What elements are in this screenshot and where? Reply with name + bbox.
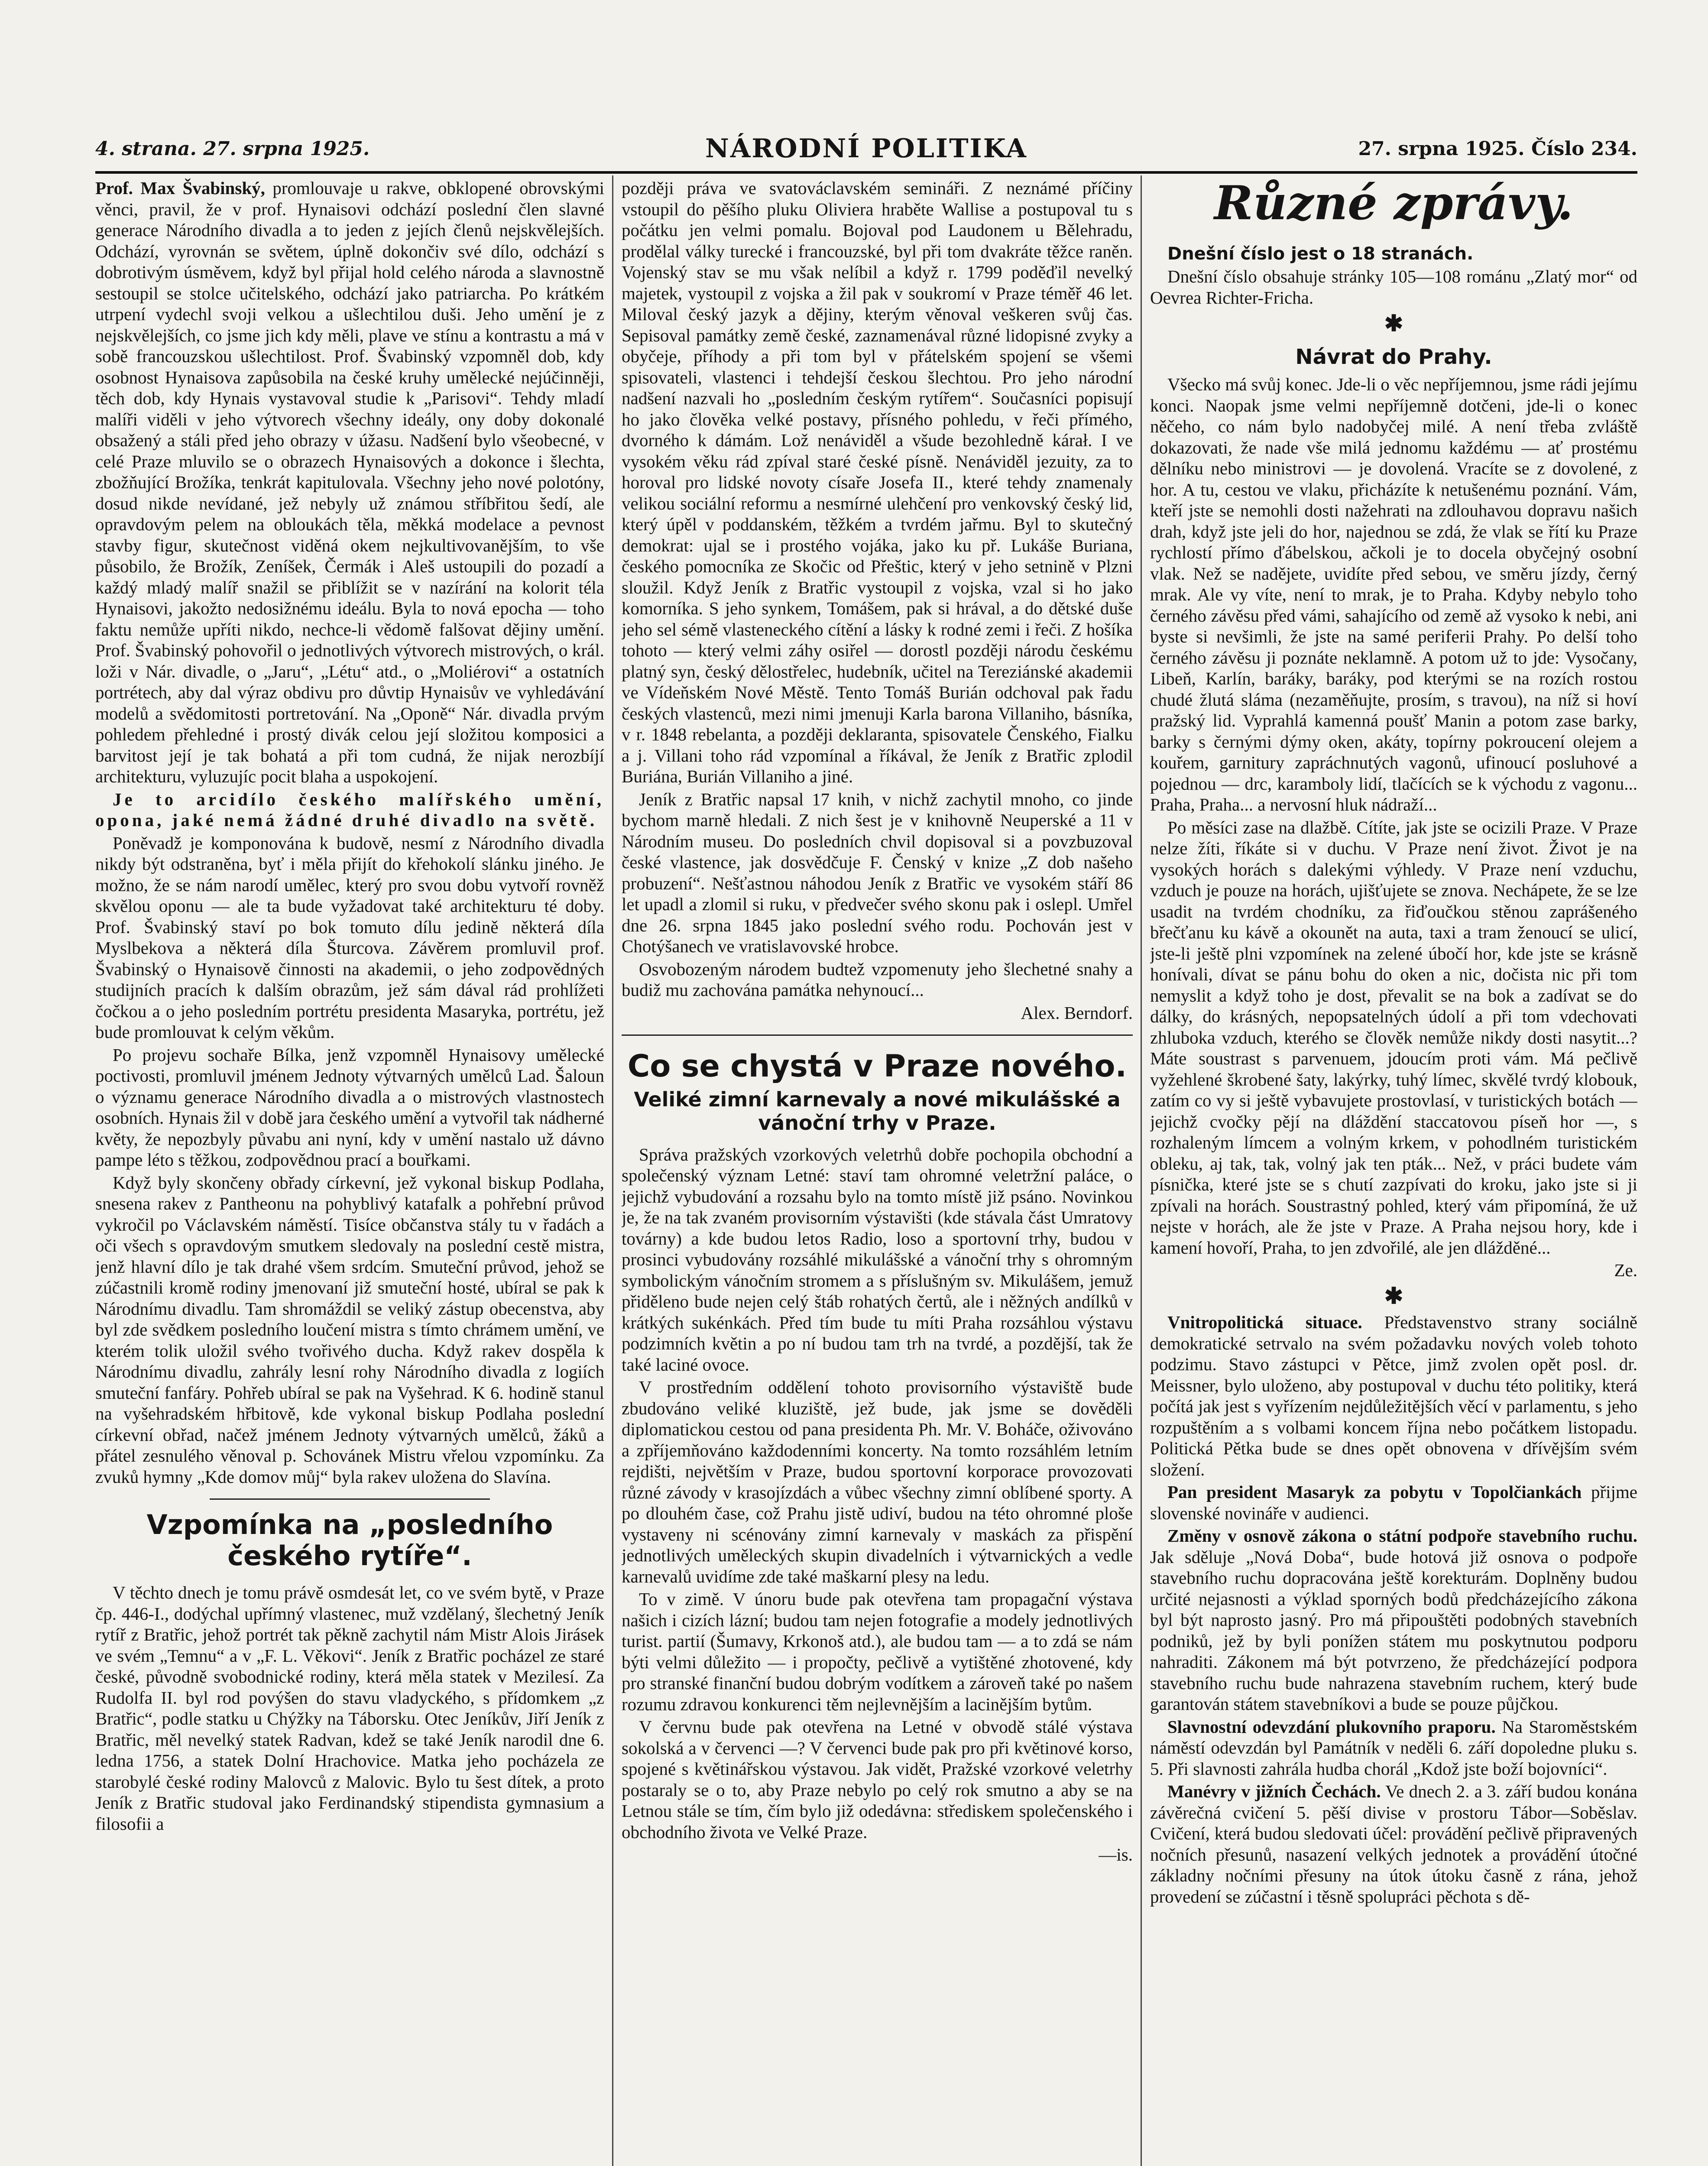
- column-3: [1150, 178, 1637, 2166]
- section-title: Různé zprávy.: [1214, 178, 1573, 230]
- masthead-rule: [95, 171, 1637, 174]
- news-item: [1150, 1525, 1637, 1715]
- paragraph: Po projevu sochaře Bílka, jenž vzpomněl Hynaisovy umělecké poctivosti, promluvil jménem Jednoty výtvarných umělců Lad. Šaloun o významu generace Národního divadla a o mistrových vlastnostech osobních. Hynais žil v době jara českého umění a vytvořil tak nádherné květy, že nepozbyly půvabu ani nyní, kdy v umění nastalo už dávno pampe léto s těžkou, zodpovědnou prací a bouřkami.: [95, 1044, 604, 1170]
- news-item-text: Ve dnech 2. a 3. září budou konána závěrečná cvičení 5. pěší divise v prostoru Tábor—Soběslav. Cvičení, která budou sledovati účel: provádění pečlivě připravených nočních přesunů, nasazení velkých jednotek a provádění útočné základny nočními přesuny na útok útoku časně z rána, jehož provedení se zúčastní i těsně spolupráci pěchota s dě-: [1150, 1781, 1637, 1907]
- news-item-headline: Manévry v jižních Čechách.: [1167, 1781, 1381, 1801]
- paragraph: Poněvadž je komponována k budově, nesmí z Národního divadla nikdy být odstraněna, byť i měla přijít do křehokolí slánku jiného. Je možno, že se nám narodí umělec, který pro svou dobu vytvoří rovněž skvělou oponu — ale ta bude vyžadovat také architekturu té doby. Prof. Švabinský staví po bok tomuto dílu jedině některá díla Myslbekova a některá díla Šturcova. Závěrem promluvil prof. Švabinský o Hynaisově činnosti na akademii, o jeho zodpovědných studijních pracích k dalším obrazům, jež sám dával rád prohlížeti čočkou a o jeho posledním portrétu presidenta Masaryka, portrétu, jež bude promlouvat k celým věkům.: [95, 833, 604, 1042]
- star-separator-icon: ✱: [1384, 1283, 1403, 1309]
- paragraph: V prostředním oddělení tohoto provisorního výstaviště bude zbudováno veliké kluziště, jež bude, jak jsme se dověděli diplomatickou cestou od pana presidenta Ph. Mr. V. Boháče, oživováno a zpříjemňováno každodenními koncerty. Na tomto rozsáhlém letním rejdišti, největším v Praze, budou sportovní korporace provozovati různé závody v krasojízdách a vůbec všechny zimní oblíbené sporty. A po dlouhém čase, což Prahu jistě udiví, budou na této ohromné ploše vystaveny ni scénovány zimní karnevaly v maskách za přispění jednotlivých uměleckých skupin divadelních i výtvarnických a vedle karnevalů uvidíme zde také maškarní plesy na ledu.: [622, 1377, 1133, 1586]
- issue-number-label: 27. srpna 1925. Číslo 234.: [1358, 138, 1637, 160]
- column-divider: [1141, 175, 1142, 2166]
- paragraph: Když byly skončeny obřady církevní, jež vykonal biskup Podlaha, snesena rakev z Pantheonu na pohyblivý katafalk a pohřební průvod vykročil po Václavském náměstí. Tisíce občanstva stály tu v řadách a oči všech s opravdovým smutkem sledovaly na poslední cestě mistra, jenž hlavní dílo je tak drahé všem srdcím. Smuteční průvod, jehož se zúčastnili kromě rodiny jmenovaní již smuteční hosté, ubíral se pak k Národnímu divadlu. Tam shromáždil se veliký zástup obecenstva, aby byl zde svědkem posledního loučení mistra s tímto chrámem umění, ve kterém tolik uložil svého tvořivého ducha. Když rakev dospěla k Národnímu divadlu, zahrály lesní rohy Národního divadla z logiích smuteční fanfáry. Pohřeb ubíral se pak na Vyšehrad. K 6. hodině stanul na vyšehradském hřbitově, kde vykonal biskup Podlaha poslední církevní obřad, načež jménem Jednoty výtvarných umělců, žáků a přátel zesnulého věnoval p. Schovánek Mistru vřelou vzpomínku. Za zvuků hymny „Kde domov můj“ byla rakev uložena do Slavína.: [95, 1172, 604, 1487]
- paragraph: Správa pražských vzorkových veletrhů dobře pochopila obchodní a společenský význam Letné: staví tam ohromné veletržní paláce, o jejichž vybudování a rozsahu bylo na tomto místě již psáno. Novinkou je, že na tak zvaném provisorním výstavišti (kde stávala část Umratovy továrny) a kde budou letos Radio, loso a sportovní trhy, budou v prosinci vybudovány rozsáhlé mikulášské a vánoční trhy s ohromným symbolickým vánočním stromem a s příslušným sv. Mikulášem, jemuž přiděleno bude nejen celý štáb rohatých čertů, ale i něžných andílků v krátkých sukénkách. Před tím bude tu míti Praha rozsáhlou výstavu podzimních květin a po ní budou tam trh na tvrdé, a pozdější, tak že také laciné ovoce.: [622, 1144, 1133, 1375]
- newspaper-title: NÁRODNÍ POLITIKA: [705, 133, 1027, 164]
- news-item-text: Představenstvo strany sociálně demokratické setrvalo na svém požadavku nových voleb tohoto podzimu. Stavo zástupci v Pětce, jimž zvolen opět posl. dr. Meissner, bylo uloženo, aby postupoval v duchu této politiky, která počítá jak jest s vyřízením nejdůležitějších věcí v parlamentu, s jeho rozpuštěním a s volbami koncem října nebo počátkem listopadu. Politická Pětka bude se dnes opět obnovena v dřívějším svém složení.: [1150, 1312, 1637, 1479]
- paragraph: Všecko má svůj konec. Jde-li o věc nepříjemnou, jsme rádi jejímu konci. Naopak jsme velmi nepříjemně dotčeni, jde-li o konec něčeho, co nám bylo nadobyčej milé. A není třeba zvláště dokazovati, že nade vše milá jednomu každému — ať prostému dělníku nebo ministrovi — je dovolená. Vracíte se z dovolené, z hor. A tu, cestou ve vlaku, přicházíte k netušenému poznání. Vám, kteří jste se nemohli dosti nažehrati na zdlouhavou dopravu našich drah, když jste jeli do hor, najednou se zdá, že vlak se řítí ku Praze rychlostí přímo ďábelskou, ačkoli je to docela obyčejný osobní vlak. Než se nadějete, uvidíte před sebou, ve směru jízdy, černý mrak. Ale vy víte, není to mrak, je to Praha. Kdyby nebylo toho černého závěsu před vámi, sahajícího od země až vysoko k nebi, ani byste si nevšimli, že jste na samé periferii Prahy. Po delší toho černého závěsu ji poznáte neklamně. A potom už to jde: Vysočany, Libeň, Karlín, baráky, baráky, pod kterými se na rozích rostou chudé žlutá sláma (nezaměňujte, prosím, s travou), na níž si hoví pražský lid. Vyprahlá kamenná poušť Manin a potom zase barky, barky s černými dýmy oken, akáty, topírny pokroucení olejem a kouřem, garnitury zapráchnutých vagonů, ufinoucí posluhové a pojednou — drc, karamboly lidí, tlačících se k východu z vagonu... Praha, Praha... a nervosní hluk nádraží...: [1150, 374, 1637, 814]
- column-2: [622, 178, 1133, 2166]
- article-separator: [622, 1034, 1133, 1036]
- author-signature: —is.: [1099, 1845, 1133, 1864]
- author-signature: Alex. Berndorf.: [1021, 1002, 1133, 1023]
- article-headline: Návrat do Prahy.: [1295, 345, 1492, 369]
- news-item-text: Jak sděluje „Nová Doba“, bude hotová již osnova o podpoře stavebního ruchu dopracována ještě korekturám. Doplněny budou určité nejasnosti a výklad sporných bodů předcházejícího zákona byl být naprosto jasný. Pro má připouštěti podobných stavebních podniků, jež by byli ponížen státem mu poskytnutou podporu nahraditi. Zákonem má být potvrzeno, že předcházející podpora stavebního ruchu bude nahrazena stavebním ruchem, který bude garantován státem stavebníkovi a bude se pouze půjčkou.: [1150, 1547, 1637, 1714]
- article-headline: Vzpomínka na „posledního českého rytíře“.: [146, 1509, 553, 1572]
- author-signature: Ze.: [1614, 1260, 1637, 1280]
- news-item: [1150, 1716, 1637, 1780]
- page-date-label: 4. strana. 27. srpna 1925.: [95, 138, 370, 160]
- paragraph: V červnu bude pak otevřena na Letné v obvodě stálé výstava sokolská a v červenci —? V červenci bude pak pro při květinové korso, spojené s květinářskou výstavou. Jak vidět, Pražské vzorkové veletrhy postaraly se o to, aby Praze nebylo po celý rok smutno a aby se na Letnou stále se tím, čím bylo již odedávna: střediskem společenského i obchodního života ve Velké Praze.: [622, 1717, 1133, 1842]
- star-separator-icon: ✱: [1384, 310, 1403, 337]
- paragraph: Dnešní číslo obsahuje stránky 105—108 románu „Zlatý mor“ od Oevrea Richter-Fricha.: [1150, 266, 1637, 308]
- news-item: [1150, 1482, 1637, 1524]
- column-divider: [612, 175, 613, 2166]
- paragraph-text: promlouvaje u rakve, obklopené obrovskými věnci, pravil, že v prof. Hynaisovi odchází poslední člen slavné generace Národního divadla a to jeden z jejích členů nejskvělejších. Odchází, vyrovnán se světem, úplně dokončiv své dílo, odchází s dobrotivým úsměvem, když byl přijal hold celého národa a slavnostně sestoupil se stolce učitelského, odchází jako patriarcha. Po krátkém utrpení vydechl svoji velkou a ušlechtilou duši. Jeho umění je z nejskvělejších, co jsme jich kdy měli, plave ve stínu a kontrastu a má v sobě francouzskou ušlechtilost. Prof. Švabinský vzpomněl dob, kdy osobnost Hynaisova zapůsobila na české kruhy umělecké nejúčinněji, těch dob, kdy Hynais vystavoval studie k „Parisovi“. Tehdy mladí malíři viděli v jeho výtvorech všechny ideály, ony doby dokonalé obsažený a stáli před jeho obrazy v úžasu. Nadšení bylo všeobecné, v celé Praze mluvilo se o obrazech Hynaisových a dokonce i šlechta, zbožňující Brožíka, tenkrát kapitulovala. Všechny jeho nové polotóny, dosud nikde nevídané, jež nebyly už známou stříbřitou šedí, ale opravdovým pelem na obloukách těla, měkká modelace a pevnost stavby figur, skutečnost viděná okem nejkultivovanějším, to vše působilo, že Brožík, Zeníšek, Čermák i Aleš ustoupili do pozadí a každý mladý malíř snažil se přiblížit se v nazírání na kolorit téla Hynaisovi, jakožto nedosižnému ideálu. Byla to nová epocha — toho faktu nemůže upříti nikdo, nechce-li vědomě falšovat dějiny umění. Prof. Švabinský pohovořil o jednotlivých výtvorech mistrových, o král. loži v Nár. divadle, o „Jaru“, „Létu“ atd., o „Moliérovi“ a ostatních portrétech, aby dal výraz obdivu pro důvtip Hynaisův ve vyhledávání modelů a svědomitosti portretování. Na „Oponě“ Nár. divadla prvým pohledem přehledné i prostý divák celou její složitou komposici a barvitost její je tak bohatá a při tom cudná, že nijak nerozbíjí architekturu, vyluzujíc pocit blaha a uspokojení.: [95, 178, 604, 786]
- paragraph: Osvobozeným národem budtež vzpomenuty jeho šlechetné snahy a budiž mu zachována památka nehynoucí...: [622, 959, 1133, 1000]
- article-separator: [210, 1498, 489, 1500]
- speaker-name: Prof. Max Švabinský,: [95, 178, 265, 198]
- news-item-text: přijme slovenské novináře v audienci.: [1150, 1482, 1637, 1523]
- paragraph: To v zimě. V únoru bude pak otevřena tam propagační výstava našich i cizích lázní; budou tam nejen fotografie a modely jednotlivých turist. partií (Šumavy, Krkonoš atd.), ale budou tam — a to zdá se nám býti velmi důležito — i propočty, pečlivě a vytištěné zhotovené, kdy pro stranské finanční budou dobrým vodítkem a zároveň také po našem rozumu zdravou konkurenci těm nejlevnějším a lacinějším bytům.: [622, 1589, 1133, 1714]
- paragraph: V těchto dnech je tomu právě osmdesát let, co ve svém bytě, v Praze čp. 446-I., dodýchal upřímný vlastenec, muž vzdělaný, šlechetný Jeník rytíř z Bratřic, jehož portrét tak pěkně zachytil nám Mistr Alois Jirásek ve svém „Temnu“ a v „F. L. Věkovi“. Jeník z Bratřic pocházel ze staré české, původně svobodnické rodiny, která měla statek v Mezilesí. Za Rudolfa II. byl rod povýšen do stavu vladyckého, s přídomkem „z Bratřic“, podle statku u Chýžky na Táborsku. Otec Jeníkův, Jiří Jeník z Bratřic, měl nevelký statek Radvan, kdež se také Jeník narodil dne 6. ledna 1756, a statek Dolní Hrachovice. Matka jeho pocházela ze starobylé české rodiny Malovců z Malovic. Bylo tu šest dítek, a proto Jeník z Bratřic studoval jako Ferdinandský stipendista gymnasium a filosofii a: [95, 1582, 604, 1834]
- paragraph: [95, 178, 604, 787]
- notice-headline: Dnešní číslo jest o 18 stranách.: [1167, 244, 1474, 264]
- news-item: [1150, 1781, 1637, 1907]
- paragraph: Jeník z Bratřic napsal 17 knih, v nichž zachytil mnoho, co jinde bychom marně hledali. Z nich šest je v knihovně Neuperské a 11 v Národním museu. Do posledních chvil dopisoval si a povzbuzoval české vlastence, jak dosvědčuje F. Čenský v knize „Z dob našeho probuzení“. Nešťastnou náhodou Jeník z Bratřic ve vysokém stáří 86 let upadl a zlomil si ruku, v předvečer svého skonu pak i oslepl. Umřel dne 26. srpna 1845 jako poslední svého rodu. Pochován jest v Chotýšanech ve vratislavovské hrobce.: [622, 789, 1133, 956]
- article-headline: Co se chystá v Praze nového.: [627, 1048, 1127, 1084]
- emphasized-paragraph: Je to arcidílo českého malířského umění, opona, jaké nemá žádné druhé divadlo na světě.: [95, 789, 604, 830]
- news-item-text: Na Staroměstském náměstí odevzdán byl Památník v neděli 6. září dopoledne pluku s. 5. Při slavnosti zahrála hudba chorál „Kdož jste boží bojovníci“.: [1150, 1716, 1637, 1779]
- news-item-headline: Slavnostní odevzdání plukovního praporu.: [1167, 1716, 1496, 1737]
- column-1: [95, 178, 604, 2166]
- news-item-headline: Změny v osnově zákona o státní podpoře stavebního ruchu.: [1167, 1526, 1637, 1546]
- news-item: [1150, 1312, 1637, 1480]
- news-item-headline: Vnitropolitická situace.: [1167, 1312, 1362, 1332]
- paragraph: Po měsíci zase na dlažbě. Cítíte, jak jste se ocizili Praze. V Praze nelze žíti, říkáte si v duchu. V Praze není život. Život je na vysokých horách s dalekými výhledy. V Praze není vzduchu, vzduch je pouze na horách, ujišťujete se znova. Nechápete, že se lze usadit na tvrdém chodníku, za řiďoučkou stěnou zaprášeného břečťanu ku kávě a okounět na auta, taxi a tram ženoucí se ulicí, jste-li ještě plni vzpomínek na zelené úbočí hor, kde jste se krásně honívali, dívat se pánu bohu do oken a nic, dočista nic při tom nemyslit a když toho je dost, převalit se na bok a zadívat se do dálky, do krásných, nepopsatelných údolí a při tom vdechovati zhluboka vzduch, kterého se člověk nemůže nikdy dosti nasytit...? Máte soustrast s parvenuem, jdoucím proti vám. Má pečlivě vyžehlené škrobené šaty, lakýrky, tuhý límec, skvělé tvrdý klobouk, zatím co vy si ještě vybavujete prostovlasí, v turistických botách — jejichž cvočky pějí na dláždění staccatovou píseň hor —, s rozhaleným límcem a volným krkem, v pohodlném turistickém obleku, aj tak, tak, volný jak ten pták... Než, v práci budete vám písnička, které jste se s chutí zazpívati do kroku, jako jste si ji zpívali na horách. Soustrastný pohled, který vám připomíná, že už nejste v horách, ale že jste v Praze. A Praha nejsou hory, kde i kamení hovoří, Praha, to jen zdvořilé, ale jen dlážděné...: [1150, 817, 1637, 1258]
- masthead: [95, 130, 1637, 169]
- news-item-headline: Pan president Masaryk za pobytu v Topolčiankách: [1167, 1482, 1582, 1502]
- paragraph: později práva ve svatováclavském semináři. Z neznámé příčiny vstoupil do pěšího pluku Oliviera hraběte Wallise a postupoval tu s počátku jen velmi pomalu. Bojoval pod Laudonem u Bělehradu, prodělal války turecké i francouzské, byl při tom dvakráte těžce raněn. Vojenský stav se mu však nelíbil a když r. 1799 poděďil nevelký majetek, vystoupil z vojska a žil pak v soukromí v Praze téměř 46 let. Miloval český jazyk a dějiny, kterým věnoval veškeren svůj čas. Sepisoval památky země české, zaznamenával různé lidopisné zvyky a obyčeje, příhody a při tom byl v přátelském spojení se všemi spisovateli, vlastenci i tehdejší českou šlechtou. Pro jeho národní nadšení nazvali ho „posledním českým rytířem“. Současníci popisují ho jako člověka velké postavy, přísného pohledu, v řeči přímého, dvorného k dámám. Lož nenáviděl a všude bezohledně kárał. I ve vysokém věku rád zpíval staré české písně. Nenáviděl jezuity, za to horoval pro lidské novoty císaře Josefa II., které tehdy znamenaly velikou sociální reformu a nesmírné ulehčení pro venkovský český lid, který úpěl v poddanském, těžkém a tvrdém jařmu. Byl to skutečný demokrat: ujal se i prostého vojáka, jako ku př. Lukáše Buriana, českého pomocníka ze Skočic od Přeštic, který v jeho setnině v Plzni sloužil. Když Jeník z Bratřic vystoupil z vojska, vzal si ho jako komorníka. S jeho synkem, Tomášem, pak si hrával, a do dětské duše jeho sel sémě vlasteneckého cítění a lásky k rodné zemi i řeči. Z hošíka tohoto — který velmi záhy osiřel — dorostl později národu českému platný syn, český dělostřelec, hudebník, učitel na Tereziánské akademii ve Vídeňském Nové Městě. Tento Tomáš Burián odchoval pak řadu českých vlastenců, mezi nimi jmenuji Karla barona Villaniho, básníka, v r. 1848 rebelanta, a později deklaranta, spisovatele Čenského, Fialku a j. Villani toho rád vzpomínal a říkával, že Jeník z Bratřic zplodil Buriána, Burián Villaniho a jiné.: [622, 178, 1133, 786]
- article-subheadline: Veliké zimní karnevaly a nové mikulášské a vánoční trhy v Praze.: [634, 1087, 1121, 1135]
